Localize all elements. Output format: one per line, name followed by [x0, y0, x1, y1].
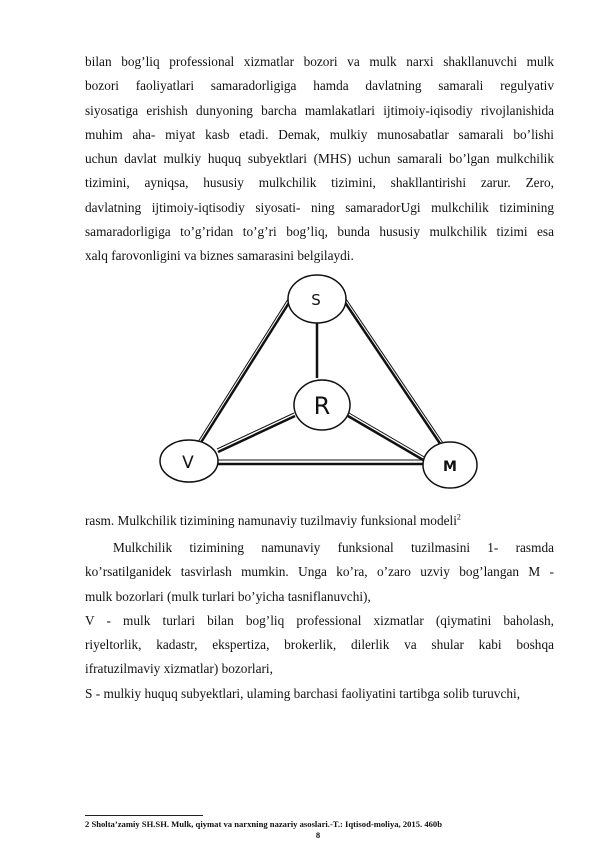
paragraph-line: S - mulkiy huquq subyektlari, ulaming barchasi faoliyatini tartibga solib turuvchi, [85, 685, 521, 701]
footnote-separator [85, 815, 203, 816]
node-v-label: V [182, 453, 194, 473]
paragraph-line: davlatning ijtimoiy-iqtisodiy siyosati- ning samaradorUgi mulkchilik tizimining [85, 199, 554, 215]
paragraph-intro [85, 50, 554, 269]
paragraph-line: ifratuzilmaviy xizmatlar) bozorlari, [85, 661, 273, 677]
node-s-label: S [311, 291, 321, 309]
edge-r-m [348, 416, 425, 461]
edge-r-m-shadow [349, 413, 426, 458]
footnote: 2 Sholta’zamiy SH.SH. Mulk, qiymat va narxning nazariy asoslari.-T.: Iqtisod-moliya, 2015. 460b [85, 819, 442, 829]
paragraph-line: Mulkchilik tizimining namunaviy funksional tuzilmasini 1- rasmda [113, 540, 554, 555]
paragraph-line: riyeltorlik, kadastr, ekspertiza, brokerlik, dilerlik va shular kabi boshqa [85, 637, 554, 653]
paragraph-line: samaradorligiga to’g’ridan to’g’ri bog’liq, bunda hususiy mulkchilik tizimi esa [85, 224, 554, 240]
caption-text: rasm. Mulkchilik tizimining namunaviy tuzilmaviy funksional modeli [85, 513, 457, 528]
paragraph-line: ko’rsatilganidek tasvirlash mumkin. Unga ko’ra, o’zaro uzviy bog’langan M - [85, 564, 554, 580]
paragraph-line: bozori faoliyatlari samaradorligiga hamda davlatning samarali regulyativ [85, 78, 554, 94]
edge-s-v-shadow [198, 296, 290, 442]
paragraph-line: siyosatiga erishish dunyoning barcha mamlakatlari ijtimoiy-iqisodiy rivojlanishida [85, 102, 554, 118]
edge-s-v [200, 298, 292, 444]
paragraph-line: tizimini, ayniqsa, hususiy mulkchilik tizimini, shakllantirishi zarur. Zero, [85, 175, 554, 191]
paragraph-line: bilan bog’liq professional xizmatlar bozori va mulk narxi shakllanuvchi mulk [85, 54, 554, 69]
footnote-ref: 2 [456, 512, 461, 522]
edge-r-v-shadow [217, 413, 294, 449]
node-r-label: R [313, 392, 331, 420]
paragraph-line: xalq farovonligini va biznes samarasini belgilaydi. [85, 248, 354, 264]
paragraph-line: uchun davlat mulkiy huquq subyektlari (MHS) uchun samarali bo’lgan mulkchilik [85, 151, 554, 167]
node-m-label: M [443, 459, 457, 475]
paragraph-model [85, 536, 554, 706]
figure-caption [85, 513, 554, 529]
paragraph-line: muhim aha- miyat kasb etadi. Demak, mulkiy munosabatlar samarali bo’lishi [85, 126, 554, 142]
page-number: 8 [315, 830, 321, 840]
paragraph-line: V - mulk turlari bilan bog’liq professional xizmatlar (qiymatini baholash, [85, 612, 554, 628]
ownership-model-diagram [150, 268, 490, 496]
edge-r-v [218, 416, 295, 452]
paragraph-line: mulk bozorlari (mulk turlari bo’yicha tasniflanuvchi), [85, 588, 371, 604]
edge-s-m [342, 298, 443, 448]
